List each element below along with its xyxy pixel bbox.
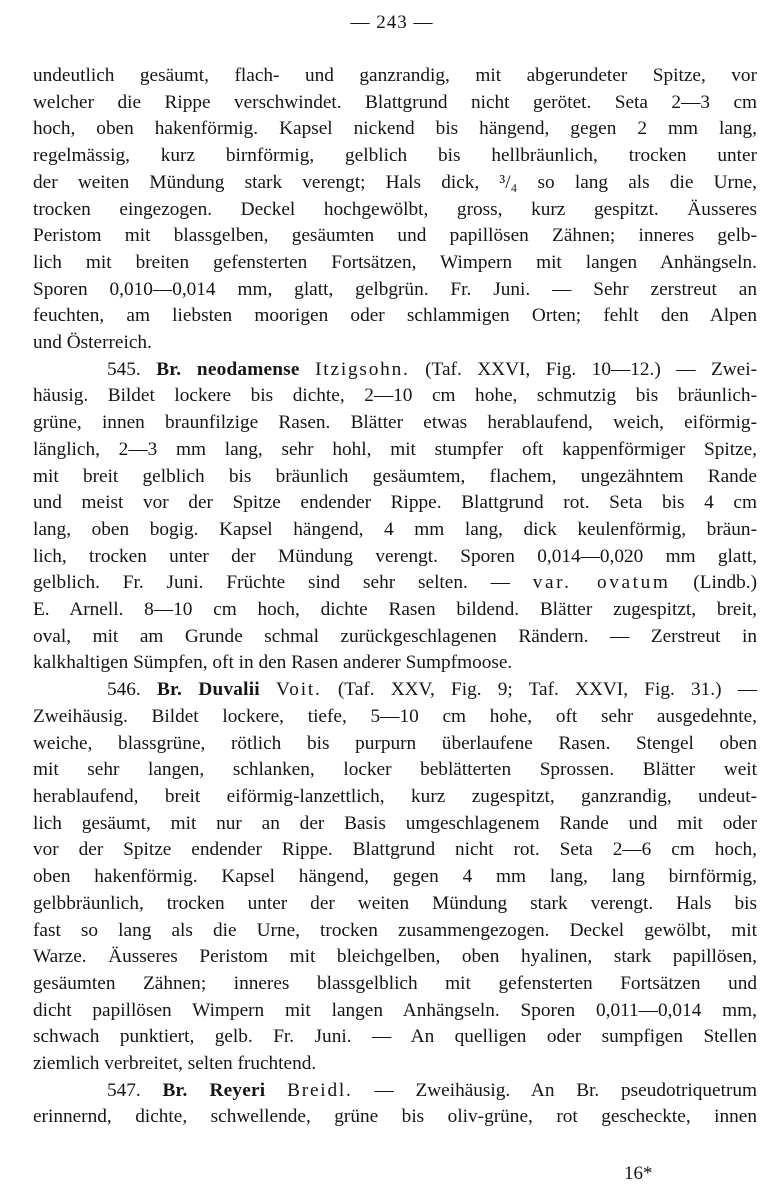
text-line: länglich, 2—3 mm lang, sehr hohl, mit stumpfer oft kappenförmiger Spitze, xyxy=(33,438,757,460)
text-line: oval, mit am Grunde schmal zurückgeschlagenen Rändern. — Zerstreut in xyxy=(33,625,757,647)
text-line: hoch, oben hakenförmig. Kapsel nickend bis hängend, gegen 2 mm lang, xyxy=(33,118,757,140)
text-line: feuchten, am liebsten moorigen oder schlammigen Orten; fehlt den Alpen xyxy=(33,305,757,327)
text-line: häusig. Bildet lockere bis dichte, 2—10 cm hohe, schmutzig bis bräunlich- xyxy=(33,385,757,407)
text-line: herablaufend, breit eiförmig-lanzettlich, kurz zugespitzt, ganzrandig, undeut- xyxy=(33,785,757,807)
variety-line xyxy=(33,570,757,597)
text-line: Zweihäusig. Bildet lockere, tiefe, 5—10 cm hohe, oft sehr ausgedehnte, xyxy=(33,705,757,727)
text-line: trocken eingezogen. Deckel hochgewölbt, gross, kurz gespitzt. Äusseres xyxy=(33,198,757,220)
entry-546-heading-line xyxy=(33,677,757,704)
text-line: mit sehr langen, schlanken, locker beblätterten Sprossen. Blätter weit xyxy=(33,759,757,781)
text-line: weiche, blassgrüne, rötlich bis purpurn überlaufene Rasen. Stengel oben xyxy=(33,732,757,754)
text-line: mit breit gelblich bis bräunlich gesäumtem, flachem, ungezähntem Rande xyxy=(33,465,757,487)
text-line: welcher die Rippe verschwindet. Blattgrund nicht gerötet. Seta 2—3 cm xyxy=(33,91,757,113)
entry-number: 547. xyxy=(107,1079,141,1101)
entry-number: 545. xyxy=(107,358,141,380)
text-line: Warze. Äusseres Peristom mit bleichgelben, oben hyalinen, stark papillösen, xyxy=(33,946,757,968)
text-line: lich, trocken unter der Mündung verengt. Sporen 0,014—0,020 mm glatt, xyxy=(33,545,757,567)
text-line: kalkhaltigen Sümpfen, oft in den Rasen anderer Sumpfmoose. xyxy=(33,652,513,674)
text-line: Peristom mit blassgelben, gesäumten und papillösen Zähnen; inneres gelb- xyxy=(33,225,757,247)
text-line: schwach punktiert, gelb. Fr. Juni. — An quelligen oder sumpfigen Stellen xyxy=(33,1026,757,1048)
entry-545-heading-line xyxy=(33,357,757,384)
text-line: E. Arnell. 8—10 cm hoch, dichte Rasen bildend. Blätter zugespitzt, breit, xyxy=(33,599,757,621)
species-author: Itzigsohn. xyxy=(315,358,410,380)
text-line: und Österreich. xyxy=(33,332,152,354)
variety-line-start: gelblich. Fr. Juni. Früchte sind sehr selten. — xyxy=(33,572,533,594)
species-name: Br. Reyeri xyxy=(162,1079,266,1101)
text-line: erinnernd, dichte, schwellende, grüne bis oliv-grüne, rot gescheckte, innen xyxy=(33,1106,757,1128)
entry-heading-rest: (Taf. XXV, Fig. 9; Taf. XXVI, Fig. 31.) — xyxy=(337,679,757,701)
entry-heading-rest: — Zweihäusig. An Br. pseudotriquetrum xyxy=(374,1079,758,1101)
species-author: Breidl. xyxy=(287,1079,353,1101)
species-name: Br. neodamense xyxy=(156,358,300,380)
text-line: vor der Spitze endender Rippe. Blattgrund nicht rot. Seta 2—6 cm hoch, xyxy=(33,839,757,861)
entry-547-heading-line xyxy=(33,1078,757,1105)
page-body xyxy=(33,63,757,1131)
signature-mark: 16* xyxy=(624,1163,653,1184)
text-line: der weiten Mündung stark verengt; Hals dick, ³/₄ so lang als die Urne, xyxy=(33,171,757,193)
text-line: gelbbräunlich, trocken unter der weiten Mündung stark verengt. Hals bis xyxy=(33,892,757,914)
text-line: fast so lang als die Urne, trocken zusammengezogen. Deckel gewölbt, mit xyxy=(33,919,757,941)
text-line: lich gesäumt, mit nur an der Basis umgeschlagenem Rande und mit oder xyxy=(33,812,757,834)
entry-heading-rest: (Taf. XXVI, Fig. 10—12.) — Zwei- xyxy=(425,358,757,380)
page-number: — 243 — xyxy=(350,12,434,33)
variety-name: var. ovatum xyxy=(532,572,671,594)
species-author: Voit. xyxy=(276,679,322,701)
text-line: und meist vor der Spitze endender Rippe. Blattgrund rot. Seta bis 4 cm xyxy=(33,492,757,514)
text-line: ziemlich verbreitet, selten fruchtend. xyxy=(33,1053,317,1075)
text-line: dicht papillösen Wimpern mit langen Anhängseln. Sporen 0,011—0,014 mm, xyxy=(33,999,757,1021)
text-line: undeutlich gesäumt, flach- und ganzrandig, mit abgerundeter Spitze, vor xyxy=(33,65,757,86)
text-line: regelmässig, kurz birnförmig, gelblich bis hellbräunlich, trocken unter xyxy=(33,145,757,167)
variety-author: (Lindb.) xyxy=(670,572,757,594)
text-line: lich mit breiten gefensterten Fortsätzen, Wimpern mit langen Anhängseln. xyxy=(33,251,757,273)
text-line: oben hakenförmig. Kapsel hängend, gegen 4 mm lang, lang birnförmig, xyxy=(33,866,757,888)
text-line: grüne, innen braunfilzige Rasen. Blätter etwas herablaufend, weich, eiförmig- xyxy=(33,412,757,434)
entry-number: 546. xyxy=(107,679,141,701)
species-name: Br. Duvalii xyxy=(156,679,260,701)
text-line: Sporen 0,010—0,014 mm, glatt, gelbgrün. Fr. Juni. — Sehr zerstreut an xyxy=(33,278,757,300)
text-line: gesäumten Zähnen; inneres blassgelblich mit gefensterten Fortsätzen und xyxy=(33,972,757,994)
text-line: lang, oben bogig. Kapsel hängend, 4 mm lang, dick keulenförmig, bräun- xyxy=(33,518,757,540)
